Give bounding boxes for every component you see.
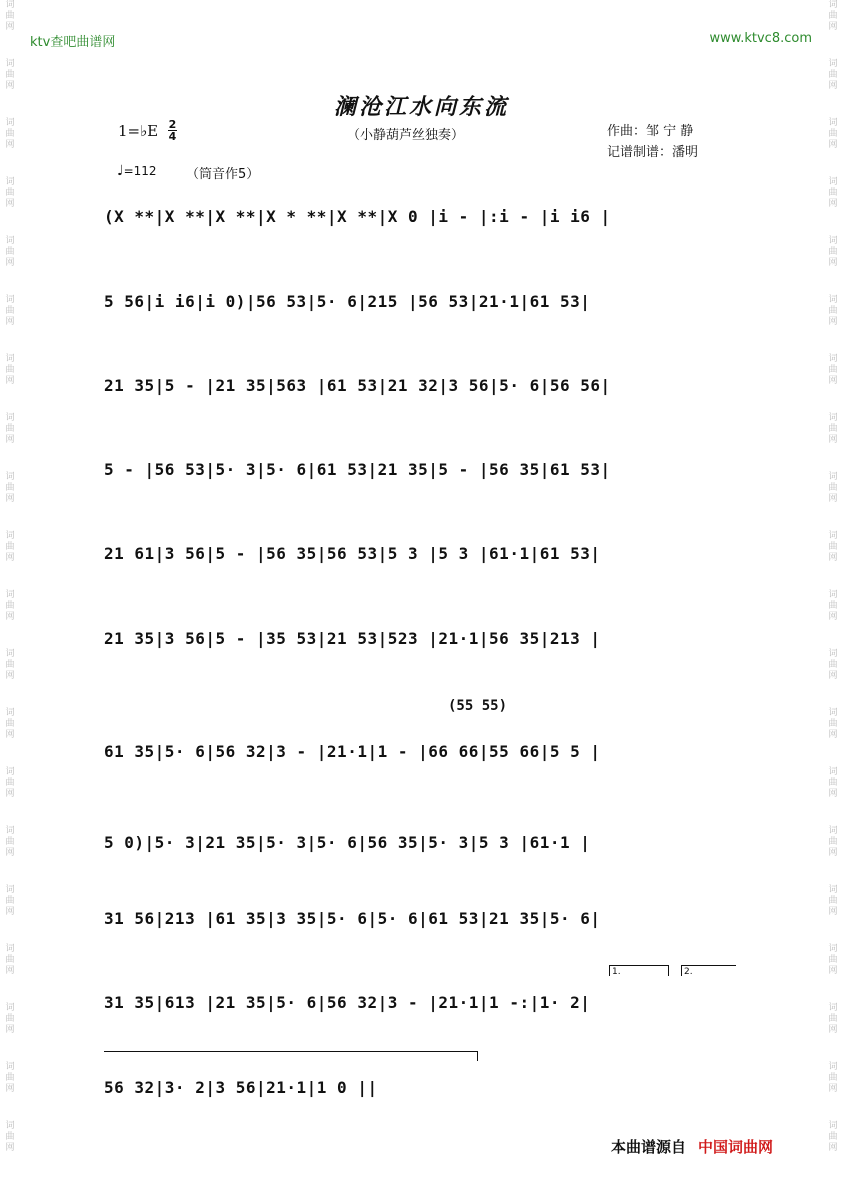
score-row-8: 5 0)|5· 3|21 35|5· 3|5· 6|56 35|5· 3|5 3 |61·1 | — [104, 833, 591, 852]
watermark-char: 词 — [5, 826, 15, 836]
watermark-char: 词 — [5, 590, 15, 600]
watermark-char: 网 — [5, 435, 15, 445]
watermark-char: 网 — [828, 553, 838, 563]
score-row-9: 31 56|213 |61 35|3 35|5· 6|5· 6|61 53|21 35|5· 6| — [104, 909, 601, 928]
watermark-group — [0, 236, 20, 269]
second-ending-label: 2. — [684, 967, 693, 977]
watermark-char: 词 — [5, 649, 15, 659]
watermark-char: 曲 — [828, 778, 838, 788]
watermark-char: 曲 — [828, 247, 838, 257]
watermark-char: 曲 — [5, 837, 15, 847]
watermark-char: 网 — [828, 199, 838, 209]
watermark-group — [823, 708, 843, 741]
watermark-char: 网 — [5, 376, 15, 386]
watermark-char: 网 — [828, 1084, 838, 1094]
watermark-char: 网 — [828, 494, 838, 504]
watermark-char: 词 — [5, 767, 15, 777]
watermark-char: 曲 — [5, 660, 15, 670]
watermark-char: 网 — [5, 140, 15, 150]
watermark-group — [0, 472, 20, 505]
watermark-char: 曲 — [5, 1073, 15, 1083]
watermark-char: 词 — [5, 236, 15, 246]
score-title: 澜沧江水向东流 — [333, 94, 509, 120]
source-footer — [611, 1136, 773, 1157]
watermark-char: 词 — [828, 295, 838, 305]
watermark-char: 曲 — [828, 601, 838, 611]
watermark-char: 曲 — [828, 660, 838, 670]
watermark-char: 曲 — [828, 837, 838, 847]
watermark-char: 网 — [5, 848, 15, 858]
watermark-char: 词 — [5, 59, 15, 69]
right-watermark-strip — [823, 0, 843, 1183]
watermark-char: 词 — [828, 708, 838, 718]
watermark-group — [823, 885, 843, 918]
ossia-notes: (55 55) — [448, 698, 508, 714]
watermark-char: 词 — [828, 177, 838, 187]
watermark-char: 网 — [828, 612, 838, 622]
watermark-group — [0, 0, 20, 33]
watermark-char: 网 — [5, 22, 15, 32]
watermark-char: 网 — [5, 789, 15, 799]
first-ending-bracket — [609, 965, 669, 977]
watermark-char: 网 — [5, 612, 15, 622]
watermark-char: 词 — [828, 885, 838, 895]
site-name-left[interactable]: ktv查吧曲谱网 — [30, 35, 116, 50]
watermark-char: 网 — [5, 671, 15, 681]
watermark-char: 网 — [828, 966, 838, 976]
watermark-char: 曲 — [5, 955, 15, 965]
watermark-char: 词 — [5, 354, 15, 364]
watermark-group — [823, 1121, 843, 1154]
watermark-char: 曲 — [828, 719, 838, 729]
watermark-char: 曲 — [828, 1132, 838, 1142]
score-row-4: 5 - |56 53|5· 3|5· 6|61 53|21 35|5 - |56 35|61 53| — [104, 460, 611, 479]
watermark-char: 词 — [828, 1062, 838, 1072]
watermark-char: 词 — [828, 649, 838, 659]
watermark-char: 词 — [5, 295, 15, 305]
score-row-7: 61 35|5· 6|56 32|3 - |21·1|1 - |66 66|55 66|5 5 | — [104, 742, 601, 761]
watermark-group — [0, 826, 20, 859]
watermark-char: 网 — [828, 907, 838, 917]
watermark-char: 网 — [828, 1143, 838, 1153]
watermark-char: 曲 — [828, 306, 838, 316]
watermark-char: 词 — [828, 767, 838, 777]
watermark-char: 网 — [828, 789, 838, 799]
watermark-char: 词 — [828, 472, 838, 482]
watermark-group — [0, 295, 20, 328]
watermark-char: 网 — [828, 1025, 838, 1035]
watermark-char: 曲 — [828, 188, 838, 198]
watermark-char: 曲 — [828, 1073, 838, 1083]
watermark-group — [0, 118, 20, 151]
watermark-char: 曲 — [5, 70, 15, 80]
watermark-group — [823, 118, 843, 151]
watermark-char: 曲 — [5, 247, 15, 257]
watermark-group — [823, 354, 843, 387]
first-ending-label: 1. — [612, 967, 621, 977]
time-signature-bottom: 4 — [168, 130, 177, 143]
watermark-char: 词 — [828, 236, 838, 246]
watermark-char: 曲 — [5, 483, 15, 493]
watermark-group — [0, 59, 20, 92]
watermark-char: 网 — [5, 317, 15, 327]
second-ending-bracket — [681, 965, 736, 977]
score-row-10: 31 35|613 |21 35|5· 6|56 32|3 - |21·1|1 -:|1· 2| — [104, 993, 591, 1012]
watermark-char: 网 — [5, 966, 15, 976]
watermark-char: 网 — [5, 1143, 15, 1153]
watermark-char: 曲 — [5, 719, 15, 729]
watermark-group — [0, 649, 20, 682]
watermark-group — [0, 413, 20, 446]
watermark-char: 词 — [828, 0, 838, 10]
watermark-char: 词 — [5, 1121, 15, 1131]
watermark-char: 曲 — [5, 306, 15, 316]
watermark-char: 网 — [5, 199, 15, 209]
watermark-group — [0, 708, 20, 741]
watermark-char: 词 — [5, 118, 15, 128]
watermark-group — [823, 826, 843, 859]
watermark-char: 词 — [828, 1003, 838, 1013]
watermark-group — [823, 531, 843, 564]
footer-brand-link[interactable]: 中国词曲网 — [698, 1138, 774, 1156]
tuning-note: （筒音作5） — [186, 167, 260, 182]
watermark-group — [0, 354, 20, 387]
watermark-char: 词 — [828, 59, 838, 69]
score-row-5: 21 61|3 56|5 - |56 35|56 53|5 3 |5 3 |61·1|61 53| — [104, 544, 601, 563]
second-ending-continuation — [104, 1051, 478, 1052]
watermark-char: 曲 — [828, 483, 838, 493]
watermark-char: 词 — [5, 0, 15, 10]
watermark-char: 网 — [828, 671, 838, 681]
watermark-group — [823, 1062, 843, 1095]
watermark-char: 网 — [828, 376, 838, 386]
watermark-char: 词 — [5, 708, 15, 718]
transcriber-credit: 记谱制谱：潘明 — [607, 145, 699, 160]
tempo-marking — [117, 163, 157, 179]
watermark-char: 曲 — [5, 1014, 15, 1024]
watermark-char: 曲 — [5, 129, 15, 139]
watermark-char: 网 — [5, 907, 15, 917]
site-url-right[interactable]: www.ktvc8.com — [709, 31, 812, 46]
watermark-char: 词 — [5, 472, 15, 482]
watermark-char: 网 — [5, 553, 15, 563]
watermark-group — [0, 531, 20, 564]
time-signature — [168, 119, 177, 142]
watermark-char: 词 — [5, 177, 15, 187]
watermark-char: 网 — [5, 1084, 15, 1094]
score-row-2: 5 56|i i6|i 0)|56 53|5· 6|215 |56 53|21·1|61 53| — [104, 292, 591, 311]
watermark-char: 曲 — [5, 424, 15, 434]
left-watermark-strip — [0, 0, 20, 1183]
watermark-char: 词 — [828, 590, 838, 600]
watermark-char: 曲 — [5, 365, 15, 375]
watermark-char: 词 — [5, 413, 15, 423]
score-row-11: 56 32|3· 2|3 56|21·1|1 0 || — [104, 1078, 378, 1097]
watermark-group — [0, 767, 20, 800]
watermark-char: 词 — [828, 944, 838, 954]
watermark-group — [823, 295, 843, 328]
watermark-char: 词 — [5, 531, 15, 541]
watermark-char: 曲 — [828, 11, 838, 21]
watermark-char: 网 — [828, 435, 838, 445]
watermark-group — [823, 177, 843, 210]
time-signature-top: 2 — [168, 118, 177, 131]
watermark-group — [0, 885, 20, 918]
watermark-group — [0, 944, 20, 977]
watermark-group — [823, 767, 843, 800]
watermark-char: 曲 — [828, 70, 838, 80]
watermark-char: 曲 — [828, 424, 838, 434]
watermark-char: 网 — [5, 494, 15, 504]
watermark-group — [0, 1062, 20, 1095]
watermark-char: 曲 — [5, 542, 15, 552]
watermark-group — [823, 0, 843, 33]
watermark-char: 网 — [5, 81, 15, 91]
watermark-char: 词 — [828, 413, 838, 423]
quarter-note-icon: ♩ — [117, 163, 124, 179]
second-ending-end-tick — [477, 1051, 478, 1061]
key-signature: 1=♭E — [118, 122, 159, 140]
watermark-group — [823, 236, 843, 269]
watermark-char: 网 — [5, 730, 15, 740]
watermark-char: 词 — [5, 885, 15, 895]
watermark-char: 词 — [828, 826, 838, 836]
watermark-char: 词 — [828, 531, 838, 541]
watermark-group — [823, 472, 843, 505]
score-subtitle: （小静葫芦丝独奏） — [347, 128, 465, 143]
watermark-char: 曲 — [5, 188, 15, 198]
watermark-char: 网 — [828, 730, 838, 740]
watermark-char: 词 — [828, 118, 838, 128]
watermark-char: 曲 — [828, 955, 838, 965]
watermark-group — [0, 1121, 20, 1154]
watermark-char: 词 — [828, 1121, 838, 1131]
watermark-char: 网 — [828, 258, 838, 268]
score-row-3: 21 35|5 - |21 35|563 |61 53|21 32|3 56|5· 6|56 56| — [104, 376, 611, 395]
watermark-group — [823, 944, 843, 977]
score-row-1: (X **|X **|X **|X * **|X **|X 0 |i - |:i - |i i6 | — [104, 207, 611, 226]
composer-credit: 作曲：邹 宁 静 — [607, 124, 694, 139]
watermark-char: 曲 — [5, 11, 15, 21]
watermark-group — [0, 1003, 20, 1036]
watermark-char: 曲 — [828, 129, 838, 139]
watermark-char: 网 — [5, 1025, 15, 1035]
watermark-char: 曲 — [5, 896, 15, 906]
watermark-char: 网 — [5, 258, 15, 268]
watermark-group — [823, 413, 843, 446]
watermark-group — [0, 177, 20, 210]
watermark-char: 词 — [5, 1003, 15, 1013]
watermark-char: 曲 — [828, 542, 838, 552]
watermark-char: 词 — [5, 944, 15, 954]
tempo-value: =112 — [123, 164, 157, 178]
watermark-group — [823, 649, 843, 682]
watermark-group — [823, 59, 843, 92]
footer-source-label: 本曲谱源自 — [611, 1138, 687, 1156]
watermark-char: 词 — [5, 1062, 15, 1072]
watermark-char: 网 — [828, 22, 838, 32]
watermark-char: 网 — [828, 140, 838, 150]
watermark-group — [823, 590, 843, 623]
score-row-6: 21 35|3 56|5 - |35 53|21 53|523 |21·1|56 35|213 | — [104, 629, 601, 648]
watermark-char: 曲 — [828, 365, 838, 375]
watermark-char: 曲 — [828, 896, 838, 906]
watermark-char: 曲 — [828, 1014, 838, 1024]
watermark-char: 曲 — [5, 1132, 15, 1142]
watermark-char: 曲 — [5, 601, 15, 611]
watermark-group — [823, 1003, 843, 1036]
watermark-group — [0, 590, 20, 623]
watermark-char: 网 — [828, 81, 838, 91]
watermark-char: 词 — [828, 354, 838, 364]
watermark-char: 网 — [828, 848, 838, 858]
watermark-char: 网 — [828, 317, 838, 327]
watermark-char: 曲 — [5, 778, 15, 788]
